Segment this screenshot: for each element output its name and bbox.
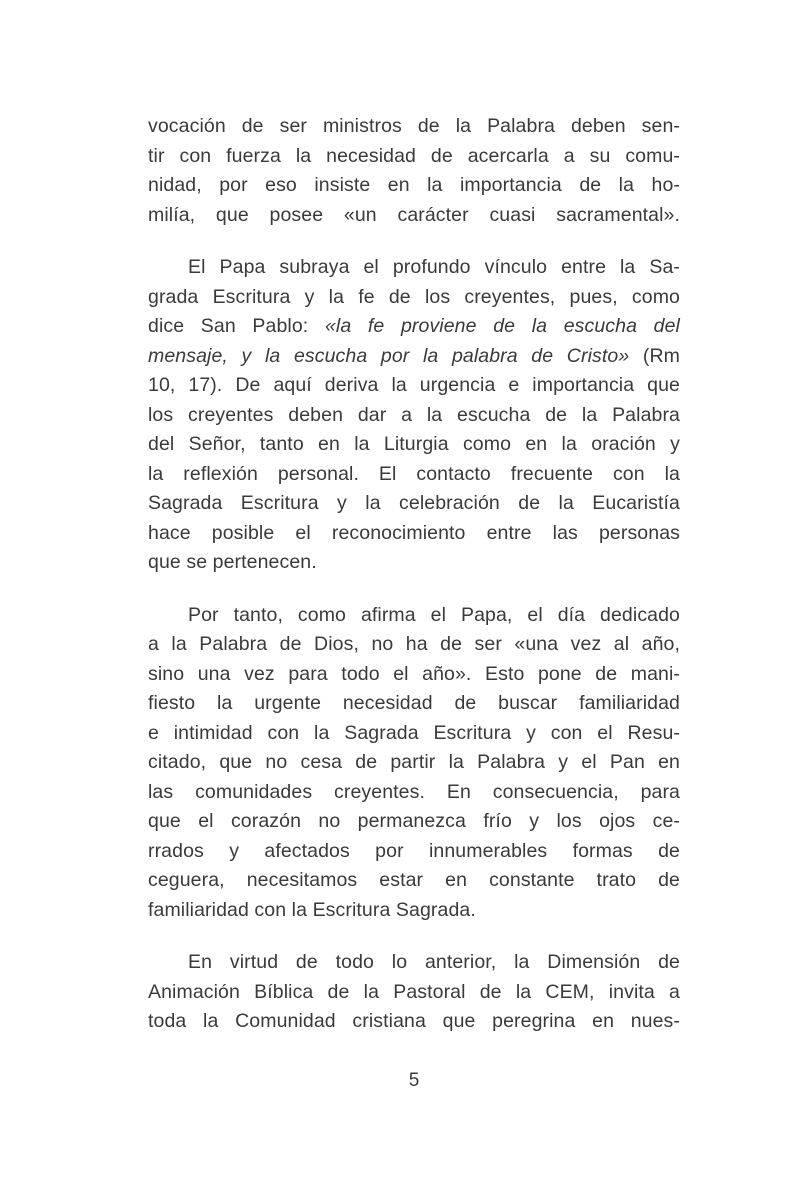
text-line	[148, 489, 680, 519]
text-line	[148, 1007, 680, 1037]
paragraph	[148, 601, 680, 926]
body-text: Animación Bíblica de la Pastoral de la CEM, invita a	[148, 980, 680, 1003]
text-line	[148, 401, 680, 431]
text-line	[148, 342, 680, 372]
text-line	[148, 430, 680, 460]
body-text: que se pertenecen.	[148, 551, 317, 573]
text-line	[148, 601, 680, 631]
text-line	[148, 689, 680, 719]
text-line	[148, 283, 680, 313]
italic-quote-text: «la fe proviene de la escucha del	[324, 315, 680, 337]
body-text: tir con fuerza la necesidad de acercarla a su comu-	[148, 144, 680, 167]
text-line	[148, 807, 680, 837]
text-line	[148, 171, 680, 201]
body-text: fiesto la urgente necesidad de buscar familiaridad	[148, 692, 680, 714]
text-line	[148, 630, 680, 660]
page-number: 5	[408, 1070, 420, 1091]
body-text: Por tanto, como afirma el Papa, el día dedicado	[188, 603, 680, 626]
body-text: hace posible el reconocimiento entre las personas	[148, 521, 680, 544]
body-text: la reflexión personal. El contacto frecuente con la	[148, 462, 680, 485]
body-text: las comunidades creyentes. En consecuencia, para	[148, 780, 680, 803]
body-text: del Señor, tanto en la Liturgia como en la oración y	[148, 433, 680, 455]
paragraph	[148, 253, 680, 578]
body-text: los creyentes deben dar a la escucha de la Palabra	[148, 403, 680, 426]
paragraph	[148, 948, 680, 1037]
text-line	[148, 548, 680, 578]
body-text: toda la Comunidad cristiana que peregrina en nues-	[148, 1010, 680, 1032]
text-line	[148, 778, 680, 808]
paragraph	[148, 112, 680, 230]
body-text: dice San Pablo:	[148, 315, 325, 337]
text-line	[148, 978, 680, 1008]
body-text: El Papa subraya el profundo vínculo entre la Sa-	[188, 256, 680, 278]
body-text: sino una vez para todo el año». Esto pone de mani-	[148, 662, 680, 685]
text-line	[148, 660, 680, 690]
text-line	[148, 719, 680, 749]
text-block	[148, 112, 680, 1060]
text-line	[148, 948, 680, 978]
text-line	[148, 201, 680, 231]
body-text: e intimidad con la Sagrada Escritura y con el Resu-	[148, 721, 680, 744]
body-text: a la Palabra de Dios, no ha de ser «una vez al año,	[148, 633, 680, 655]
text-line	[148, 312, 680, 342]
body-text: grada Escritura y la fe de los creyentes, pues, como	[148, 285, 680, 308]
body-text: rrados y afectados por innumerables formas de	[148, 839, 680, 862]
text-line	[148, 112, 680, 142]
body-text: ceguera, necesitamos estar en constante trato de	[148, 869, 680, 891]
text-line	[148, 837, 680, 867]
body-text: 10, 17). De aquí deriva la urgencia e importancia que	[148, 374, 680, 396]
text-line	[148, 253, 680, 283]
body-text: que el corazón no permanezca frío y los ojos ce-	[148, 810, 680, 832]
body-text: familiaridad con la Escritura Sagrada.	[148, 898, 476, 921]
text-line	[148, 896, 680, 926]
body-text: En virtud de todo lo anterior, la Dimensión de	[188, 951, 680, 973]
text-line	[148, 142, 680, 172]
body-text: milía, que posee «un carácter cuasi sacramental».	[148, 203, 680, 226]
text-line	[148, 866, 680, 896]
text-line	[148, 460, 680, 490]
text-line	[148, 748, 680, 778]
italic-quote-text: mensaje, y la escucha por la palabra de Cristo»	[148, 344, 630, 367]
text-line	[148, 519, 680, 549]
body-text: citado, que no cesa de partir la Palabra y el Pan en	[148, 751, 680, 773]
text-line	[148, 371, 680, 401]
body-text: nidad, por eso insiste en la importancia de la ho-	[148, 174, 680, 196]
body-text: Sagrada Escritura y la celebración de la Eucaristía	[148, 492, 680, 514]
body-text: vocación de ser ministros de la Palabra deben sen-	[148, 115, 680, 137]
body-text: (Rm	[629, 344, 681, 367]
